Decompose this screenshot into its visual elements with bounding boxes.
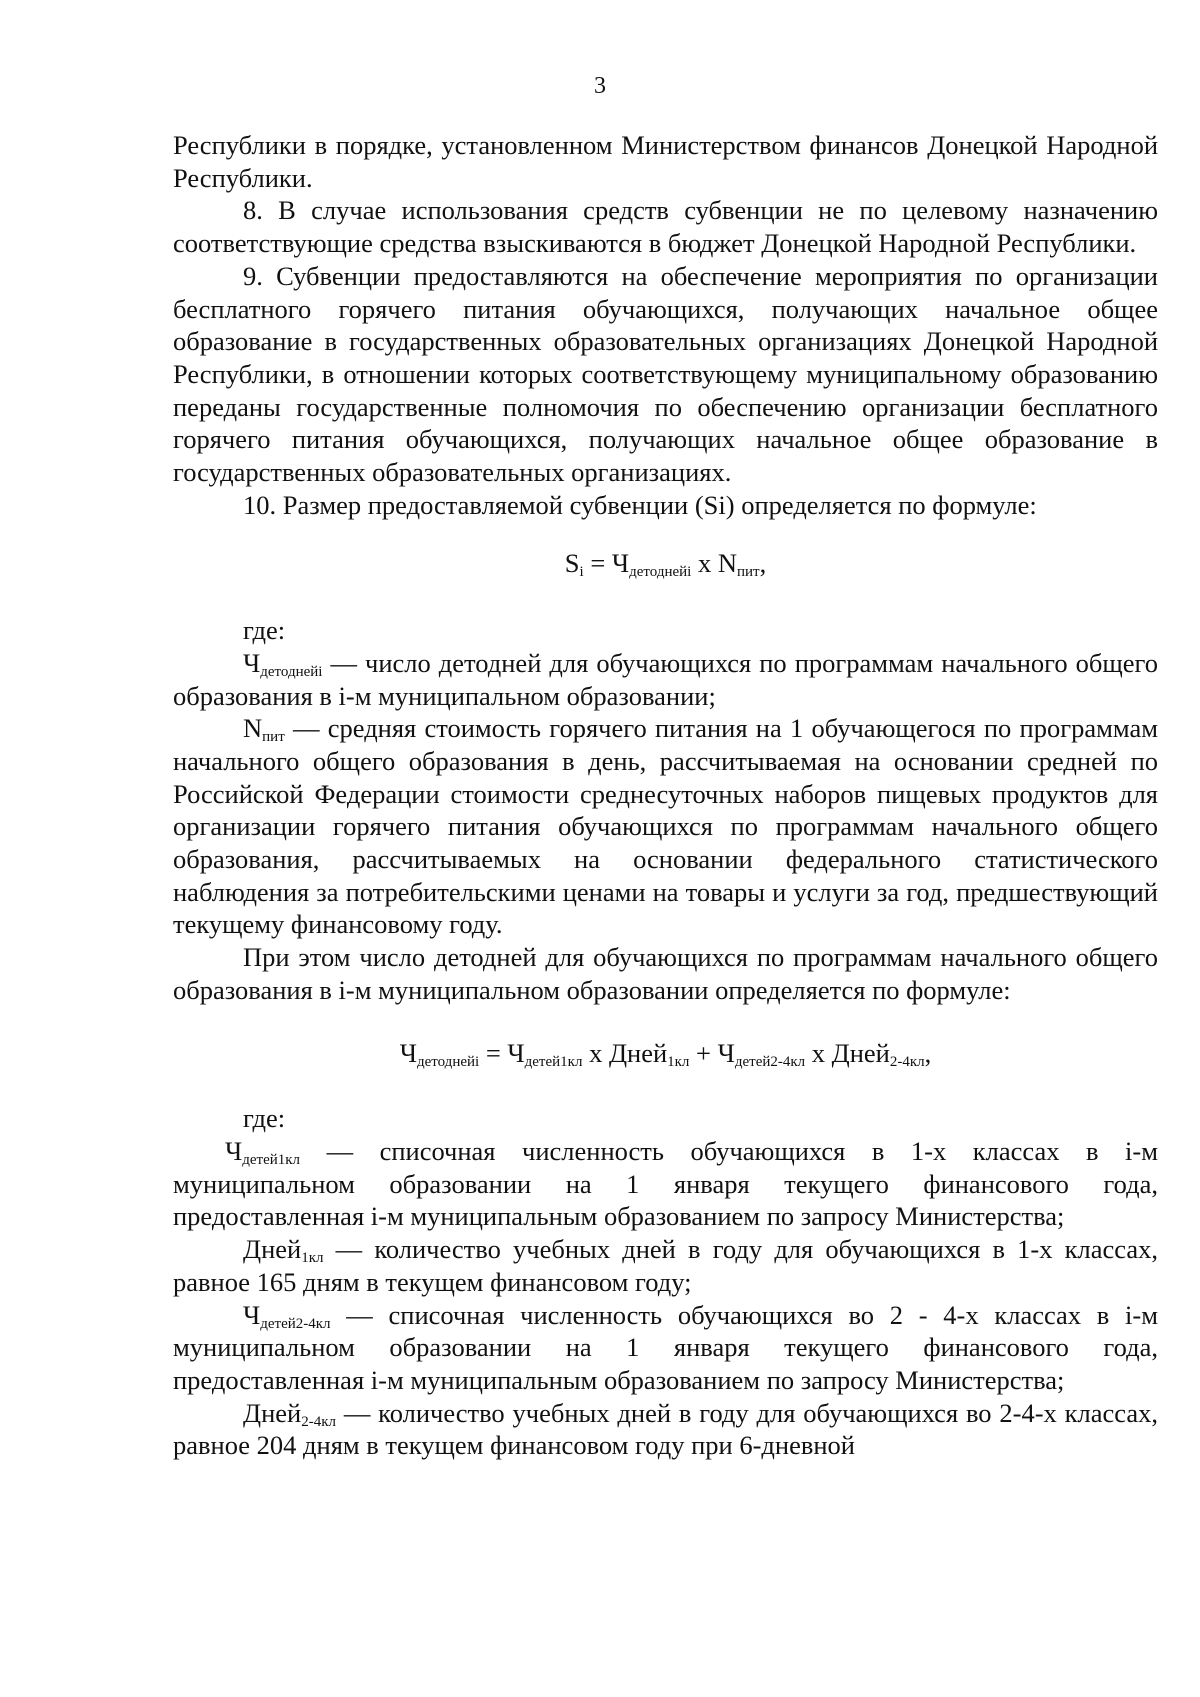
formula-child-days — [173, 1037, 1158, 1070]
formula-subscript: детоднейi — [629, 564, 692, 581]
formula-subscript: 1кл — [667, 1053, 690, 1070]
definition-text: — списочная численность обучающихся во 2 - 4-х классах в i-м муниципальном образовании на 1 января текущего финансового года, предоставленная i-м муниципальным образованием по запросу Министерства; — [173, 1299, 1158, 1395]
definition-child-days — [173, 647, 1158, 712]
where-label: где: — [243, 1103, 286, 1134]
definition-symbol: N — [243, 713, 263, 744]
formula-symbol: + Ч — [689, 1037, 735, 1068]
definition-grades-2-4-days — [173, 1397, 1158, 1462]
where-label: где: — [243, 615, 286, 646]
definition-subscript: 2-4кл — [301, 1413, 336, 1430]
definition-symbol: Дней — [243, 1234, 302, 1265]
formula-symbol: , — [924, 1037, 932, 1068]
definition-text: — число детодней для обучающихся по программам начального общего образования в i-м муниципальном образовании; — [173, 647, 1158, 711]
paragraph-9: 9. Субвенции предоставляются на обеспечение мероприятия по организации бесплатного горячего питания обучающихся, получающих начальное общее образование в государственных образовательных организациях Донецкой Народной Республики, в отношении которых соответствующему муниципальному образованию переданы государственные полномочия по обеспечению организации бесплатного горячего питания обучающихся, получающих начальное общее образование в государственных образовательных организациях. — [173, 260, 1158, 488]
formula-symbol: x Дней — [805, 1037, 890, 1068]
page-number: 3 — [594, 73, 606, 99]
definition-subscript: детоднейi — [260, 663, 323, 680]
definition-symbol: Ч — [243, 1299, 261, 1330]
formula-symbol: Ч — [399, 1037, 417, 1068]
formula-subscript: i — [579, 564, 584, 581]
paragraph-8: 8. В случае использования средств субвенции не по целевому назначению соответствующие средства взыскиваются в бюджет Донецкой Народной Республики. — [173, 195, 1158, 259]
formula-subscript: детей1кл — [524, 1053, 583, 1070]
definition-subscript: детей1кл — [242, 1151, 301, 1168]
formula-symbol: S — [564, 548, 580, 579]
definition-grades-2-4-count — [173, 1299, 1158, 1397]
formula-subscript: пит — [736, 564, 760, 581]
definition-text: — средняя стоимость горячего питания на 1 обучающегося по программам начального общего образования в день, рассчитываемая на основании средней по Российской Федерации стоимости среднесуточных наборов пищевых продуктов для организации горячего питания обучающихся по программам начального общего образования, рассчитываемых на основании федерального статистического наблюдения за потребительскими ценами на товары и услуги за год, предшествующий текущему финансовому году. — [173, 713, 1158, 940]
definition-symbol: Ч — [243, 647, 261, 678]
formula-symbol: x Дней — [582, 1037, 668, 1068]
definition-text: — количество учебных дней в году для обучающихся в 1-х классах, равное 165 дням в текущем финансовом году; — [173, 1234, 1158, 1297]
definition-subscript: 1кл — [301, 1250, 324, 1267]
formula-subscript: детей2-4кл — [734, 1053, 806, 1070]
formula-symbol: , — [759, 548, 767, 579]
definition-first-grade-count — [173, 1135, 1158, 1233]
definition-symbol: Дней — [243, 1397, 302, 1428]
definition-subscript: детей2-4кл — [260, 1315, 331, 1332]
formula-symbol: = Ч — [479, 1037, 525, 1068]
formula-symbol: x N — [691, 548, 737, 579]
definition-subscript: пит — [262, 729, 285, 746]
paragraph-10: 10. Размер предоставляемой субвенции (Si) определяется по формуле: — [243, 489, 1037, 520]
formula-subvention — [173, 547, 1158, 580]
definition-first-grade-days — [173, 1233, 1158, 1298]
paragraph-continuation: Республики в порядке, установленном Министерством финансов Донецкой Народной Республики. — [173, 130, 1158, 193]
formula-symbol: = Ч — [583, 548, 630, 579]
definition-text: — списочная численность обучающихся в 1-х классах в i-м муниципальном образовании на 1 января текущего финансового года, предоставленная i-м муниципальным образованием по запросу Министерства; — [173, 1135, 1158, 1232]
paragraph-child-days-intro: При этом число детодней для обучающихся по программам начального общего образования в i-м муниципальном образовании определяется по формуле: — [173, 942, 1158, 1005]
formula-subscript: 2-4кл — [889, 1053, 925, 1070]
formula-subscript: детоднейi — [416, 1053, 480, 1070]
document-body — [173, 129, 1158, 1462]
definition-meal-cost — [173, 712, 1158, 941]
definition-symbol: Ч — [225, 1135, 243, 1166]
definition-text: — количество учебных дней в году для обучающихся во 2-4-х классах, равное 204 дням в текущем финансовом году при 6-дневной — [173, 1397, 1158, 1461]
